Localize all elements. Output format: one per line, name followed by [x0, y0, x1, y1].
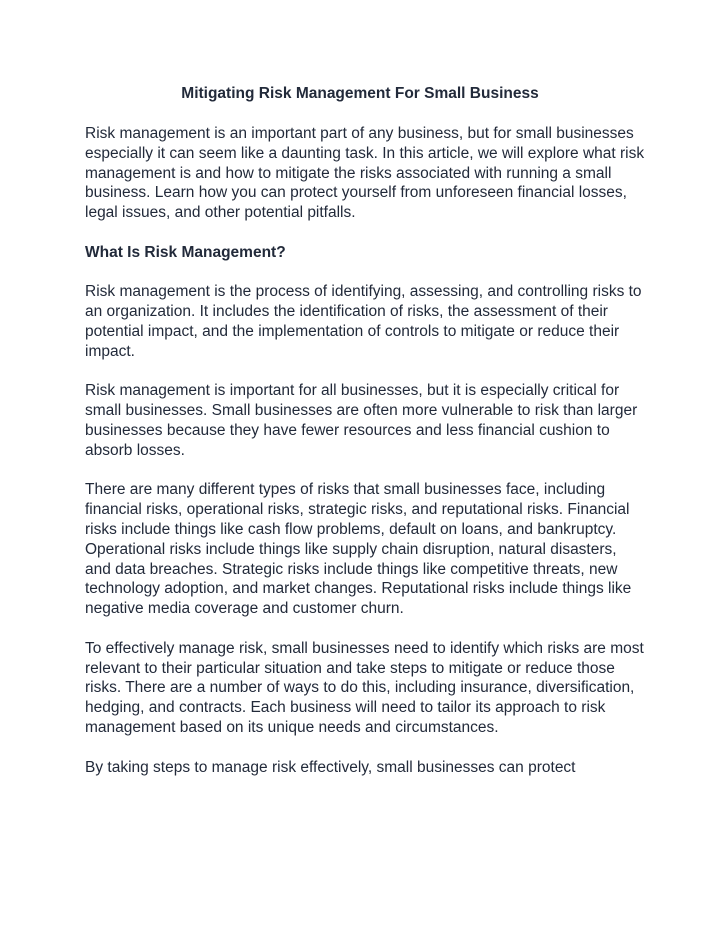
- section-heading: What Is Risk Management?: [85, 243, 286, 261]
- body-paragraph-2: Risk management is important for all businesses, but it is especially critical for small businesses. Small businesses are often more vulnerable to risk than larger businesses because they have fewer resources and less financial cushion to absorb losses.: [85, 382, 638, 459]
- document-title: Mitigating Risk Management For Small Business: [181, 85, 539, 102]
- document-body: [85, 124, 645, 797]
- intro-paragraph: Risk management is an important part of any business, but for small businesses especially it can seem like a daunting task. In this article, we will explore what risk management is and how to mitigate the risks associated with running a small business. Learn how you can protect yourself from unforeseen financial losses, legal issues, and other potential pitfalls.: [85, 125, 645, 222]
- body-paragraph-1: Risk management is the process of identifying, assessing, and controlling risks to an organization. It includes the identification of risks, the assessment of their potential impact, and the implementation of controls to mitigate or reduce their impact.: [85, 283, 642, 360]
- body-paragraph-4: To effectively manage risk, small businesses need to identify which risks are most relevant to their particular situation and take steps to mitigate or reduce those risks. There are a number of ways to do this, including insurance, diversification, hedging, and contracts. Each business will need to tailor its approach to risk management based on its unique needs and circumstances.: [85, 639, 644, 736]
- body-paragraph-5: By taking steps to manage risk effectively, small businesses can protect: [85, 758, 576, 776]
- body-paragraph-3: There are many different types of risks that small businesses face, including financial risks, operational risks, strategic risks, and reputational risks. Financial risks include things like cash flow problems, default on loans, and bankruptcy. Operational risks include things like supply chain disruption, natural disasters, and data breaches. Strategic risks include things like competitive threats, new technology adoption, and market changes. Reputational risks include things like negative media coverage and customer churn.: [85, 481, 632, 618]
